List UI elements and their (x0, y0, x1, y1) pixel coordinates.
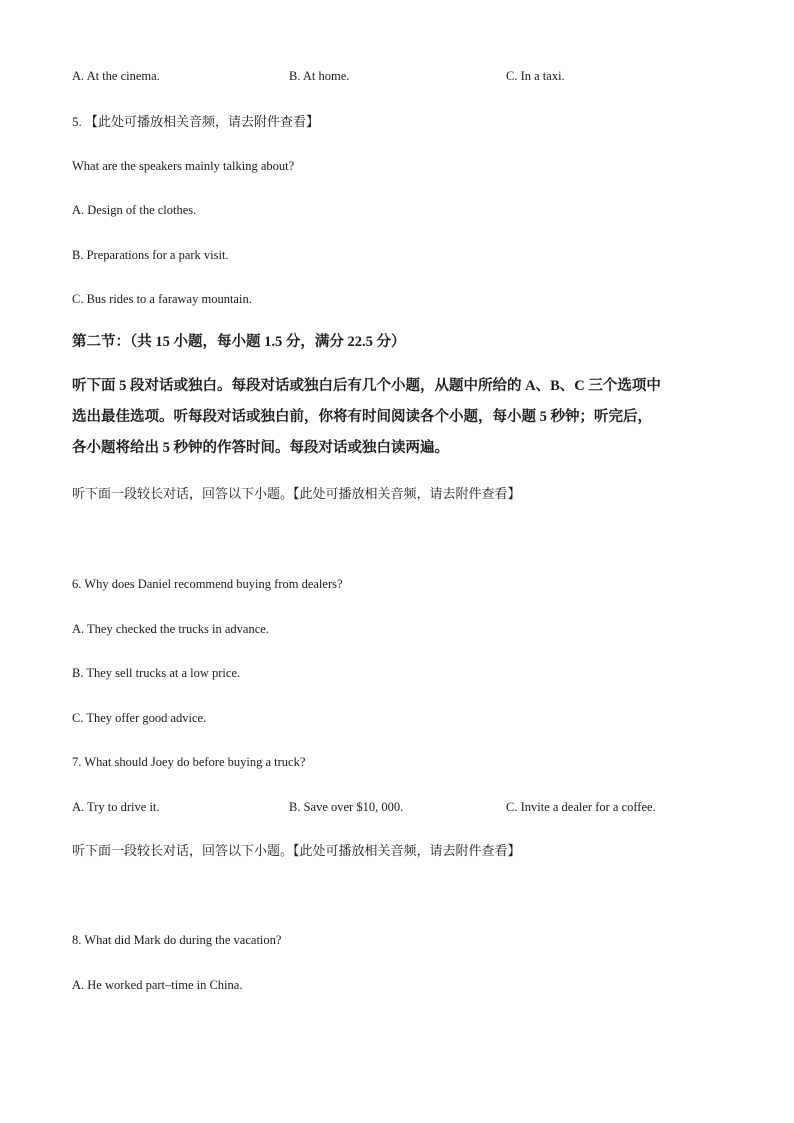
section2-instructions-line-3: 各小题将给出 5 秒钟的作答时间。每段对话或独白读两遍。 (72, 440, 449, 456)
q7-option-b: B. Save over $10, 000. (289, 800, 404, 814)
q4-option-a: A. At the cinema. (72, 69, 160, 83)
q7-option-a: A. Try to drive it. (72, 800, 160, 814)
q5-number-audio-note: 5. 【此处可播放相关音频，请去附件查看】 (72, 114, 320, 129)
q7-option-c: C. Invite a dealer for a coffee. (506, 800, 656, 814)
section2-instructions (72, 371, 727, 464)
q5-option-a: A. Design of the clothes. (72, 203, 197, 217)
q5-option-c: C. Bus rides to a faraway mountain. (72, 292, 252, 306)
q5-option-b: B. Preparations for a park visit. (72, 248, 229, 262)
q5-question: What are the speakers mainly talking about? (72, 159, 295, 173)
dialogue2-prompt: 听下面一段较长对话，回答以下小题。【此处可播放相关音频，请去附件查看】 (72, 843, 521, 858)
q6-option-c: C. They offer good advice. (72, 711, 207, 725)
q8-option-a: A. He worked part–time in China. (72, 978, 243, 992)
dialogue1-prompt: 听下面一段较长对话，回答以下小题。【此处可播放相关音频，请去附件查看】 (72, 486, 521, 501)
q6-option-b: B. They sell trucks at a low price. (72, 666, 241, 680)
q6-option-a: A. They checked the trucks in advance. (72, 622, 269, 636)
section2-instructions-line-1: 听下面 5 段对话或独白。每段对话或独白后有几个小题，从题中所给的 A、B、C 三个选项中 (72, 378, 661, 394)
q6-question: 6. Why does Daniel recommend buying from dealers? (72, 577, 343, 591)
q4-option-c: C. In a taxi. (506, 69, 565, 83)
q4-option-b: B. At home. (289, 69, 350, 83)
section2-instructions-line-2: 选出最佳选项。听每段对话或独白前，你将有时间阅读各个小题，每小题 5 秒钟；听完后， (72, 409, 652, 425)
q8-question: 8. What did Mark do during the vacation? (72, 933, 282, 947)
section2-heading: 第二节：（共 15 小题，每小题 1.5 分，满分 22.5 分） (72, 334, 406, 350)
q7-question: 7. What should Joey do before buying a truck? (72, 755, 306, 769)
